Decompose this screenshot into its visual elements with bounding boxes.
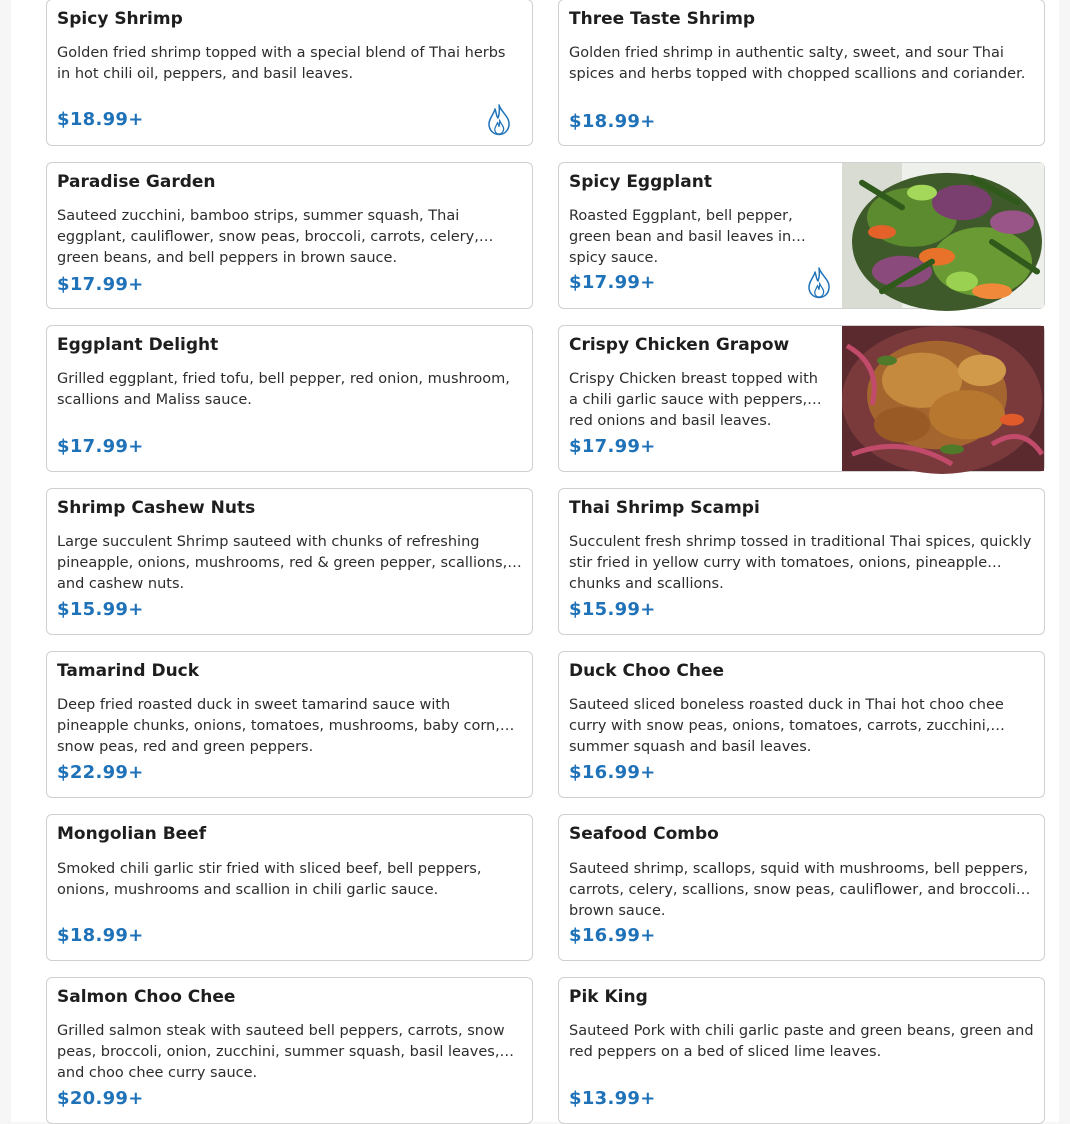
flame-icon bbox=[806, 267, 832, 299]
item-name: Spicy Shrimp bbox=[57, 9, 183, 29]
item-description: Succulent fresh shrimp tossed in traditional Thai spices, quickly stir fried in yellow curry with tomatoes, onions, pineapple chunks and scallions. bbox=[569, 534, 1032, 592]
item-price: $20.99+ bbox=[57, 1088, 144, 1109]
item-price: $18.99+ bbox=[57, 109, 144, 130]
item-price: $22.99+ bbox=[57, 762, 144, 783]
item-name: Crispy Chicken Grapow bbox=[569, 335, 790, 355]
menu-item-card[interactable] bbox=[558, 0, 1045, 146]
item-description: Grilled salmon steak with sauteed bell peppers, carrots, snow peas, broccoli, onion, zucchini, summer squash, basil leaves, and choo chee curry sauce. bbox=[57, 1023, 505, 1081]
item-price: $18.99+ bbox=[57, 925, 144, 946]
item-name: Spicy Eggplant bbox=[569, 172, 712, 192]
menu-item-card[interactable] bbox=[46, 488, 533, 635]
menu-item-card[interactable] bbox=[558, 162, 1045, 309]
item-description: Sauteed shrimp, scallops, squid with mushrooms, bell peppers, carrots, celery, scallions, snow peas, cauliflower, and broccoli in brown sauce. bbox=[569, 861, 1034, 919]
item-name: Salmon Choo Chee bbox=[57, 987, 236, 1007]
item-description: Golden fried shrimp in authentic salty, sweet, and sour Thai spices and herbs topped with chopped scallions and coriander. bbox=[569, 45, 1026, 82]
item-price: $17.99+ bbox=[57, 436, 144, 457]
item-description: Sauteed sliced boneless roasted duck in Thai hot choo chee curry with snow peas, onions, tomatoes, carrots, zucchini, summer squash and basil leaves. bbox=[569, 697, 1004, 755]
spicy-eggplant-photo bbox=[842, 163, 1044, 308]
menu-item-card[interactable] bbox=[46, 0, 533, 146]
item-description: Golden fried shrimp topped with a special blend of Thai herbs in hot chili oil, peppers, and basil leaves. bbox=[57, 45, 506, 82]
menu-item-card[interactable] bbox=[46, 977, 533, 1124]
menu-item-card[interactable] bbox=[46, 814, 533, 961]
menu-item-card[interactable] bbox=[46, 651, 533, 798]
menu-item-card[interactable] bbox=[558, 977, 1045, 1124]
menu-item-card[interactable] bbox=[558, 651, 1045, 798]
item-description: Crispy Chicken breast topped with a chili garlic sauce with peppers, red onions and basil leaves. bbox=[569, 371, 818, 429]
flame-icon bbox=[486, 104, 512, 136]
item-description: Grilled eggplant, fried tofu, bell pepper, red onion, mushroom, scallions and Maliss sauce. bbox=[57, 371, 510, 408]
crispy-chicken-grapow-photo bbox=[842, 326, 1044, 471]
item-price: $18.99+ bbox=[569, 111, 656, 132]
menu-item-card[interactable] bbox=[46, 325, 533, 472]
item-name: Eggplant Delight bbox=[57, 335, 219, 355]
item-price: $15.99+ bbox=[569, 599, 656, 620]
item-name: Thai Shrimp Scampi bbox=[569, 498, 760, 518]
item-description: Large succulent Shrimp sauteed with chunks of refreshing pineapple, onions, mushrooms, red & green pepper, scallions, and cashew nuts. bbox=[57, 534, 508, 592]
menu-item-card[interactable] bbox=[558, 488, 1045, 635]
item-name: Pik King bbox=[569, 987, 648, 1007]
item-price: $15.99+ bbox=[57, 599, 144, 620]
item-name: Paradise Garden bbox=[57, 172, 216, 192]
menu-item-card[interactable] bbox=[558, 325, 1045, 472]
item-price: $17.99+ bbox=[569, 436, 656, 457]
item-description: Roasted Eggplant, bell pepper, green bean and basil leaves in spicy sauce. bbox=[569, 208, 793, 266]
item-price: $16.99+ bbox=[569, 762, 656, 783]
item-description: Smoked chili garlic stir fried with sliced beef, bell peppers, onions, mushrooms and scallion in chili garlic sauce. bbox=[57, 861, 482, 898]
menu-item-card[interactable] bbox=[558, 814, 1045, 961]
item-price: $16.99+ bbox=[569, 925, 656, 946]
menu-item-card[interactable] bbox=[46, 162, 533, 309]
item-name: Shrimp Cashew Nuts bbox=[57, 498, 256, 518]
item-name: Mongolian Beef bbox=[57, 824, 207, 844]
item-price: $13.99+ bbox=[569, 1088, 656, 1109]
item-price: $17.99+ bbox=[569, 272, 656, 293]
item-description: Sauteed Pork with chili garlic paste and green beans, green and red peppers on a bed of sliced lime leaves. bbox=[569, 1023, 1034, 1060]
item-price: $17.99+ bbox=[57, 274, 144, 295]
menu-grid bbox=[46, 0, 1045, 1124]
item-description: Deep fried roasted duck in sweet tamarind sauce with pineapple chunks, onions, tomatoes, mushrooms, baby corn, snow peas, red and green peppers. bbox=[57, 697, 500, 755]
item-name: Three Taste Shrimp bbox=[569, 9, 756, 29]
item-name: Duck Choo Chee bbox=[569, 661, 725, 681]
page-background bbox=[11, 0, 1059, 1122]
item-name: Tamarind Duck bbox=[57, 661, 200, 681]
item-description: Sauteed zucchini, bamboo strips, summer squash, Thai eggplant, cauliflower, snow peas, broccoli, carrots, celery, green beans, and bell peppers in brown sauce. bbox=[57, 208, 479, 266]
item-name: Seafood Combo bbox=[569, 824, 719, 844]
